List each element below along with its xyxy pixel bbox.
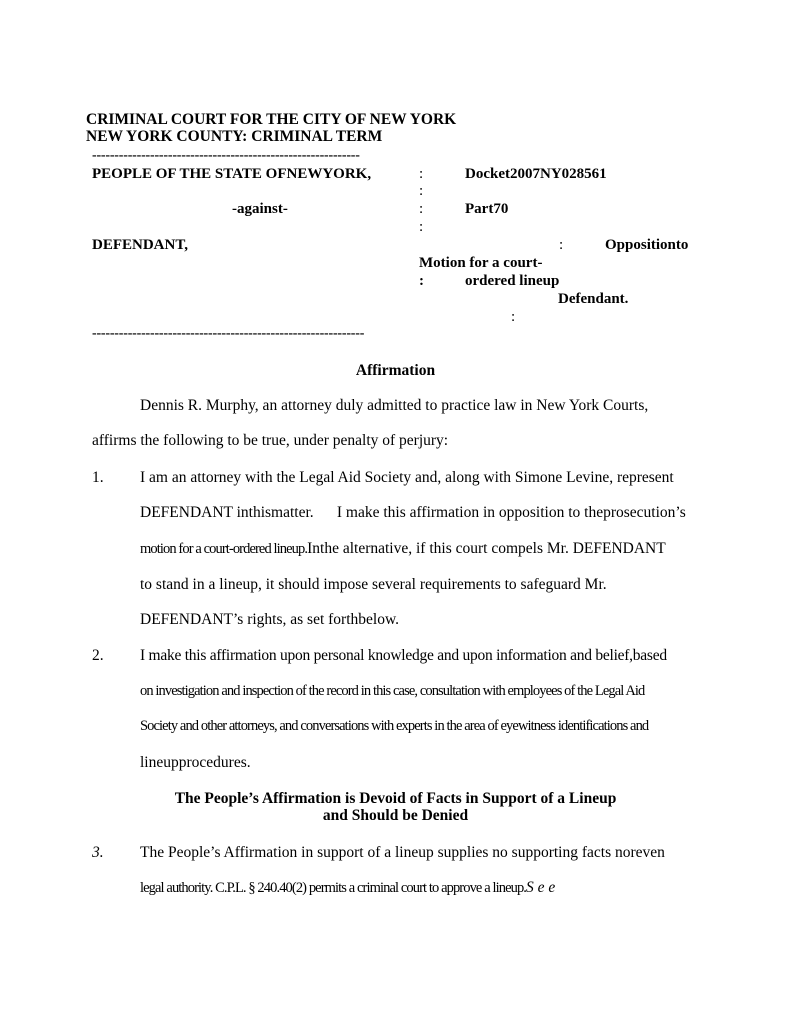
motion-defendant-label: Defendant. — [558, 291, 629, 307]
paragraph-line-text: legal authority. C.P.L. § 240.40(2) permits a criminal court to approve a lineup. — [140, 880, 527, 896]
paragraph-line — [140, 879, 555, 897]
paragraph-number: 2. — [92, 647, 104, 664]
caption-colon: : — [559, 237, 564, 253]
caption-colon: : — [419, 201, 424, 217]
against-label: -against- — [232, 201, 288, 217]
plaintiff-name: PEOPLE OF THE STATE OFNEWYORK, — [92, 166, 372, 182]
caption-dash-top: ------------------------------------------------------------ — [92, 148, 360, 163]
motion-label: Motion for a court- — [419, 255, 543, 271]
section-heading: and Should be Denied — [322, 807, 469, 824]
paragraph-line: I make this affirmation upon personal knowledge and upon information and belief,based — [140, 647, 667, 664]
paragraph-line: to stand in a lineup, it should impose several requirements to safeguard Mr. — [140, 576, 607, 593]
paragraph-line: The People’s Affirmation in support of a lineup supplies no supporting facts noreven — [140, 844, 665, 861]
caption-colon: : — [419, 183, 424, 199]
see-citation: S e e — [526, 879, 556, 896]
paragraph-line: Society and other attorneys, and conversations with experts in the area of eyewitness identifications and — [140, 718, 649, 734]
paragraph-line-condensed: motion for a court-ordered lineup. — [140, 541, 308, 557]
caption-colon: : — [419, 219, 424, 235]
paragraph-line — [140, 540, 666, 558]
paragraph-line-rest: Inthe alternative, if this court compels Mr. DEFENDANT — [307, 540, 666, 557]
paragraph-line: I am an attorney with the Legal Aid Society and, along with Simone Levine, represent — [140, 469, 674, 486]
docket-number: Docket2007NY028561 — [465, 166, 607, 182]
paragraph-number: 3. — [92, 844, 104, 861]
court-name: CRIMINAL COURT FOR THE CITY OF NEW YORK — [86, 111, 457, 128]
paragraph-line: DEFENDANT’s rights, as set forthbelow. — [140, 611, 400, 628]
paragraph-line: DEFENDANT inthismatter. I make this affirmation in opposition to theprosecution’s — [140, 504, 686, 521]
defendant-name: DEFENDANT, — [92, 237, 188, 253]
opposition-label: Oppositionto — [605, 237, 689, 253]
part-number: Part70 — [465, 201, 509, 217]
intro-line: affirms the following to be true, under penalty of perjury: — [92, 432, 449, 449]
caption-colon: : — [511, 309, 516, 325]
section-heading: The People’s Affirmation is Devoid of Facts in Support of a Lineup — [174, 790, 617, 807]
motion-label: ordered lineup — [465, 273, 560, 289]
intro-line: Dennis R. Murphy, an attorney duly admitted to practice law in New York Courts, — [140, 397, 649, 414]
caption-colon: : — [419, 273, 424, 289]
court-term: NEW YORK COUNTY: CRIMINAL TERM — [86, 128, 383, 145]
caption-colon: : — [419, 166, 424, 182]
paragraph-number: 1. — [92, 469, 104, 486]
affirmation-title: Affirmation — [355, 362, 436, 379]
paragraph-line: lineupprocedures. — [140, 754, 251, 771]
paragraph-line: on investigation and inspection of the record in this case, consultation with employees of the Legal Aid — [140, 683, 645, 699]
caption-dash-bottom: ------------------------------------------------------------- — [92, 326, 365, 341]
